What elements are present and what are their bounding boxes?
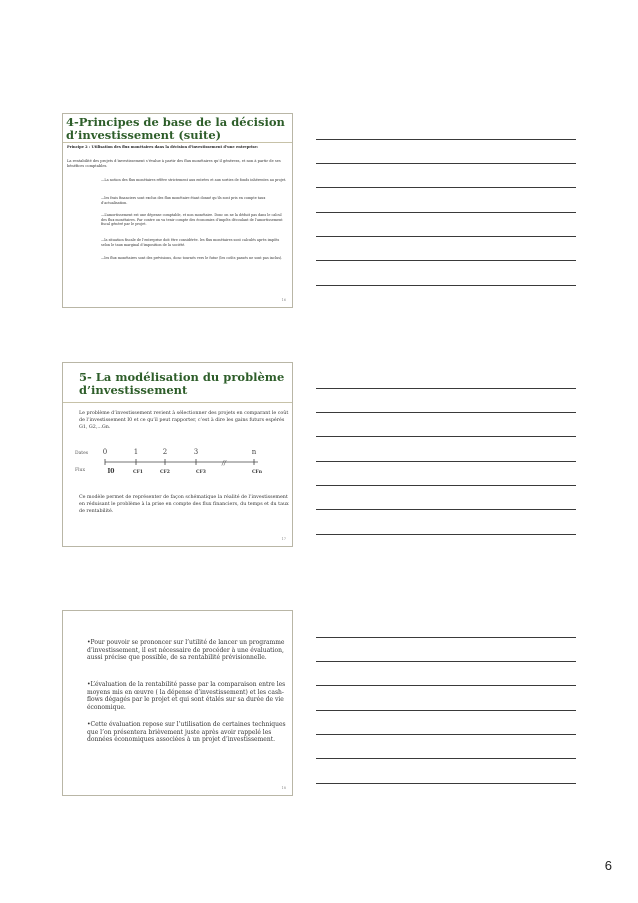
slide-16 (62, 113, 293, 308)
title-divider (63, 402, 292, 403)
note-line (316, 685, 576, 686)
flow-label: I0 (107, 468, 115, 475)
slide-intro-text: Le problème d’investissement revient à sélectionner des projets en comparant le coût de l’investissement I0 et ce qu’il peut rapporter, c’est à dire les gains futurs espérés G1, G2,...Gn. (79, 411, 289, 430)
slide-title: 4-Principes de base de la décision d’investissement (suite) (66, 115, 285, 142)
list-item: —les flux monétaires sont des prévisions, donc tournés vers le futur (les coûts passés ne sont pas inclus). (101, 256, 283, 260)
flow-label: CFn (251, 470, 263, 475)
date-label: 1 (133, 448, 139, 456)
note-line (316, 139, 576, 140)
flow-label: CF2 (160, 470, 170, 475)
note-line (316, 485, 576, 486)
note-line (316, 285, 576, 286)
slide-17 (62, 362, 293, 547)
note-line (316, 710, 576, 711)
note-line (316, 187, 576, 188)
date-label: 0 (102, 448, 108, 456)
bullet-paragraph: •Cette évaluation repose sur l’utilisation de certaines techniques que l’on présentera brièvement juste après avoir rappelé les données économiques associées à un projet d’investissement. (87, 721, 286, 744)
note-line (316, 637, 576, 638)
list-item: —L’amortissement est une dépense comptable, et non monétaire. Donc on ne la déduit pas dans le calcul des flux monétaires. Par contre on va tenir compte des économies d’impôts découlant de l’amortissement fiscal généré par le projet. (101, 213, 283, 227)
note-line (316, 412, 576, 413)
note-line (316, 783, 576, 784)
dates-row-label: Dates (75, 451, 89, 456)
slide-subheading: Principe 2 : Utilisation des flux monétaires dans la décision d’investissement d’une entreprise: (67, 145, 259, 149)
slide-conclusion-text: Ce modèle permet de représenter de façon schématique la réalité de l’investissement en réduisant le problème à la prise en compte des flux financiers, du temps et du taux de rentabilité. (79, 495, 289, 514)
note-line (316, 534, 576, 535)
slide-intro-text: La rentabilité des projets d’investissement s’évalue à partir des flux monétaires qu’il générera, et non à partir de ses bénéfices comptables. (67, 159, 281, 168)
bullet-paragraph: •Pour pouvoir se prononcer sur l’utilité de lancer un programme d’investissement, il est nécessaire de procéder à une évaluation, aussi précise que possible, de sa rentabilité prévisionnelle. (87, 639, 285, 662)
list-item: —La notion des flux monétaires réfère strictement aux entrées et aux sorties de fonds inhérentes au projet. (101, 178, 287, 182)
slide-number: 18 (281, 786, 286, 790)
flux-row-label: Flux (75, 468, 85, 473)
note-line (316, 661, 576, 662)
note-line (316, 758, 576, 759)
timeline-break-mark: // (221, 460, 227, 467)
flow-label: CF1 (133, 470, 143, 475)
note-line (316, 509, 576, 510)
note-line (316, 236, 576, 237)
date-label: 3 (193, 448, 199, 456)
flow-label: CF3 (196, 470, 206, 475)
date-label: 2 (162, 448, 168, 456)
note-line (316, 212, 576, 213)
date-label: n (251, 448, 257, 456)
cash-flow-timeline (63, 445, 292, 487)
slide-title: 5- La modélisation du problème d’investissement (79, 370, 285, 397)
page-number: 6 (604, 858, 612, 873)
note-line (316, 260, 576, 261)
note-line (316, 388, 576, 389)
list-item: —les frais financiers sont exclus des flux monétaire étant donné qu’ils sont pris en compte taux d’actualisation. (101, 196, 266, 205)
slide-number: 17 (281, 537, 286, 541)
note-line (316, 734, 576, 735)
note-line (316, 436, 576, 437)
note-line (316, 163, 576, 164)
title-divider (63, 142, 292, 143)
note-line (316, 461, 576, 462)
slide-18 (62, 610, 293, 796)
list-item: —la situation fiscale de l’entreprise doit être considérée. les flux monétaires sont calculés après impôts selon le taux marginal d’imposition de la société. (101, 238, 280, 247)
bullet-paragraph: •L’évaluation de la rentabilité passe par la comparaison entre les moyens mis en œuvre ( la dépense d’investissement) et les cash-flows dégagés par le projet et qui sont étalés sur sa durée de vie économique. (87, 681, 286, 711)
slide-number: 16 (281, 298, 286, 302)
